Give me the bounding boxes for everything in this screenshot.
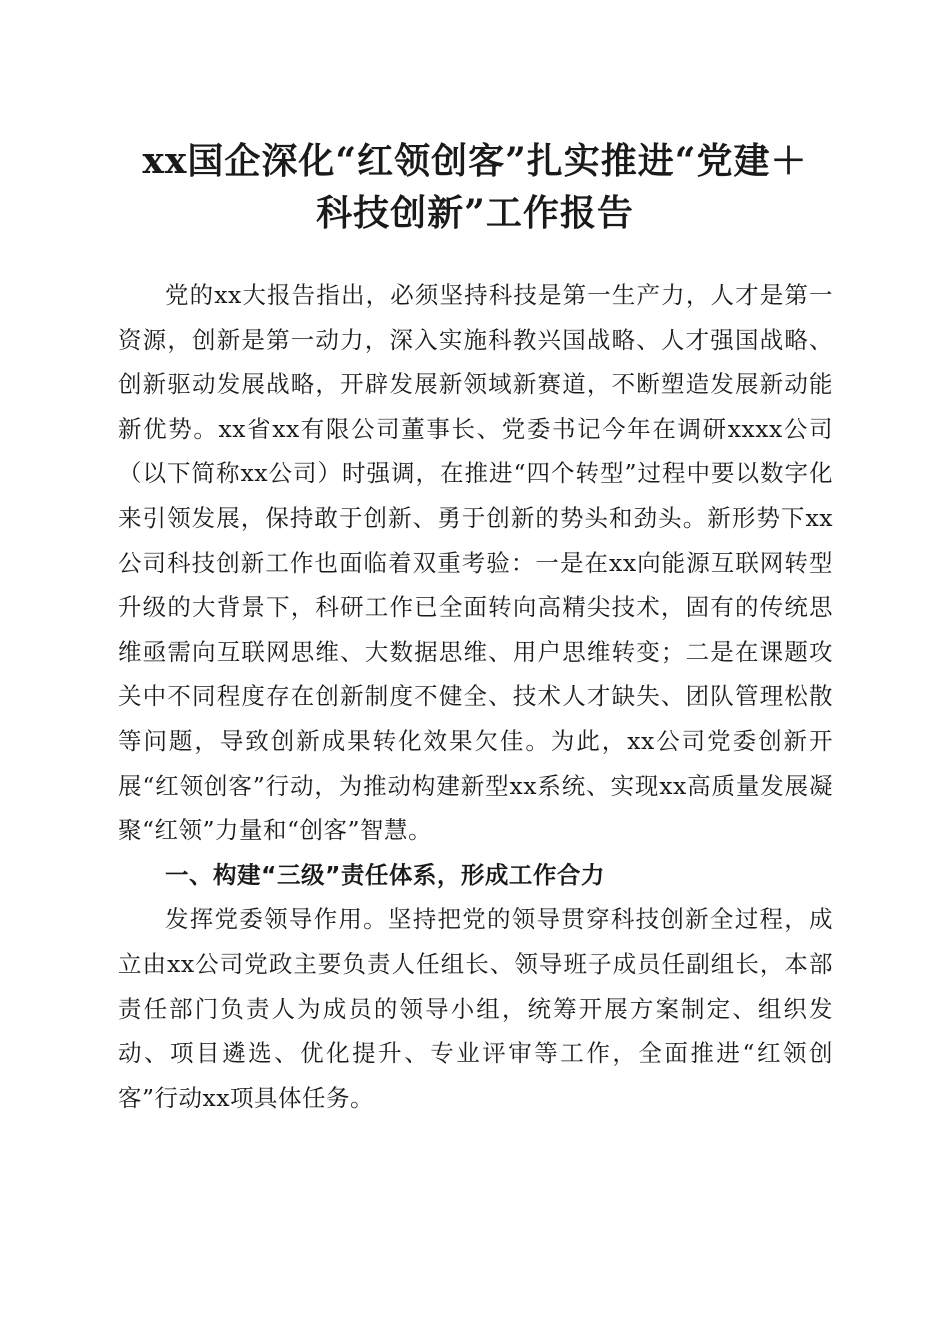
section-1-paragraph: 发挥党委领导作用。坚持把党的领导贯穿科技创新全过程，成立由xx公司党政主要负责人任组长、领导班子成员任副组长，本部责任部门负责人为成员的领导小组，统筹开展方案制定、组织发动、项目遴选、优化提升、专业评审等工作，全面推进“红领创客”行动xx项具体任务。 bbox=[118, 905, 833, 1112]
section-heading-1: 一、构建“三级”责任体系，形成工作合力 bbox=[165, 860, 605, 889]
document-title bbox=[100, 135, 850, 239]
document-body bbox=[118, 273, 833, 1120]
intro-paragraph: 党的xx大报告指出，必须坚持科技是第一生产力，人才是第一资源，创新是第一动力，深入实施科教兴国战略、人才强国战略、创新驱动发展战略，开辟发展新领域新赛道，不断塑造发展新动能新优势。xx省xx有限公司董事长、党委书记今年在调研xxxx公司（以下简称xx公司）时强调，在推进“四个转型”过程中要以数字化来引领发展，保持敢于创新、勇于创新的势头和劲头。新形势下xx公司科技创新工作也面临着双重考验：一是在xx向能源互联网转型升级的大背景下，科研工作已全面转向高精尖技术，固有的传统思维亟需向互联网思维、大数据思维、用户思维转变；二是在课题攻关中不同程度存在创新制度不健全、技术人才缺失、团队管理松散等问题，导致创新成果转化效果欠佳。为此，xx公司党委创新开展“红领创客”行动，为推动构建新型xx系统、实现xx高质量发展凝聚“红领”力量和“创客”智慧。 bbox=[118, 281, 833, 845]
title-line-1: xx国企深化“红领创客”扎实推进“党建＋ bbox=[142, 140, 808, 182]
title-line-2: 科技创新”工作报告 bbox=[316, 192, 634, 234]
